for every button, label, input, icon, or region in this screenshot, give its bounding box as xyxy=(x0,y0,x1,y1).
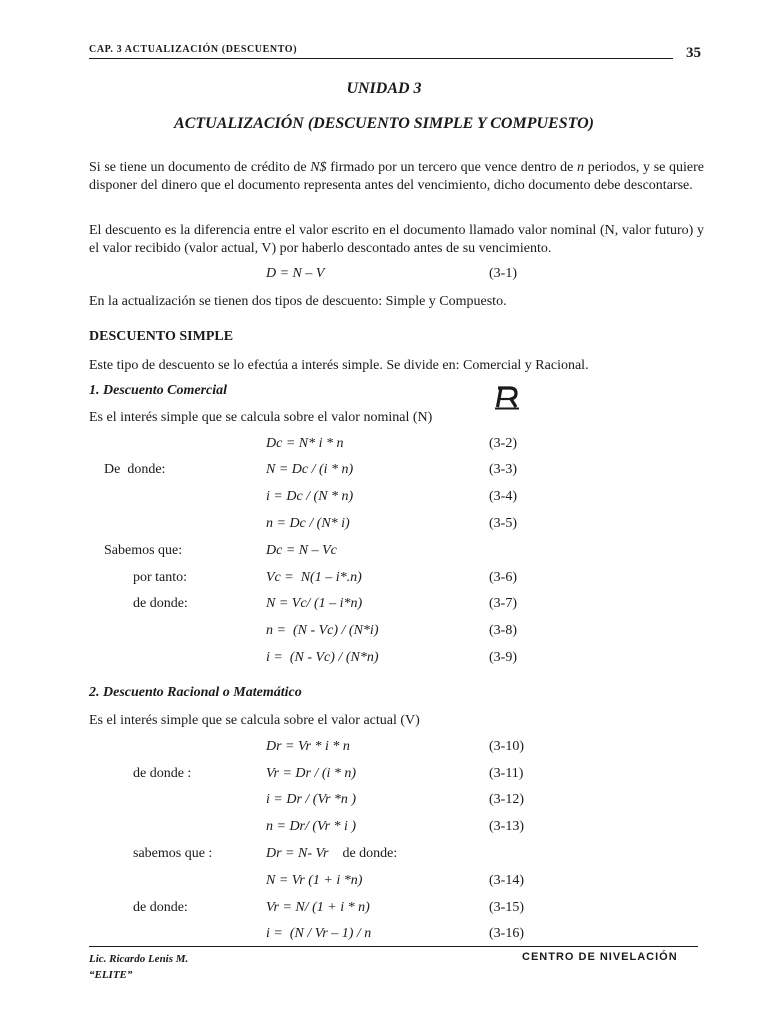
formula: N = Dc / (i * n) xyxy=(266,462,354,477)
formula-number: (3-9) xyxy=(489,650,517,665)
subsection-heading-comercial: 1. Descuento Comercial xyxy=(89,383,228,398)
formula: i = (N / Vr – 1) / n xyxy=(266,926,372,941)
intro-paragraph-1: Si se tiene un documento de crédito de N$ firmado por un tercero que vence dentro de n periodos, y se quiere disponer del dinero que el documento representa antes del vencimiento, dicho documento debe descontarse. xyxy=(89,160,704,193)
r-logo-icon xyxy=(494,384,520,410)
section-heading-simple: DESCUENTO SIMPLE xyxy=(89,329,234,344)
formula-row xyxy=(0,596,768,614)
formula-row xyxy=(0,873,768,891)
unit-title: UNIDAD 3 xyxy=(346,80,422,97)
formula: i = (N - Vc) / (N*n) xyxy=(266,650,379,665)
formula: i = Dr / (Vr *n ) xyxy=(266,792,357,807)
footer-author-block xyxy=(89,951,188,983)
formula-row xyxy=(0,623,768,641)
formula-label: de donde: xyxy=(133,900,188,915)
formula: n = (N - Vc) / (N*i) xyxy=(266,623,379,638)
formula: Vc = N(1 – i*.n) xyxy=(266,570,362,585)
formula-row xyxy=(0,846,768,864)
formula: Dc = N – Vc xyxy=(266,543,337,558)
formula-row xyxy=(0,650,768,668)
formula-number: (3-10) xyxy=(489,739,524,754)
formula-row xyxy=(0,766,768,784)
formula-label: de donde : xyxy=(133,766,192,781)
formula-row xyxy=(0,266,768,284)
formula-number: (3-4) xyxy=(489,489,517,504)
formula-number: (3-14) xyxy=(489,873,524,888)
formula-number: (3-2) xyxy=(489,436,517,451)
footer-author: Lic. Ricardo Lenis M. xyxy=(89,953,189,965)
formula: Vr = N/ (1 + i * n) xyxy=(266,900,370,915)
formula: i = Dc / (N * n) xyxy=(266,489,354,504)
formula-number: (3-12) xyxy=(489,792,524,807)
formula-row xyxy=(0,516,768,534)
formula-number: (3-1) xyxy=(489,266,517,281)
formula-number: (3-3) xyxy=(489,462,517,477)
formula-row xyxy=(0,900,768,918)
subsection-heading-racional: 2. Descuento Racional o Matemático xyxy=(89,685,302,700)
formula: D = N – V xyxy=(266,266,325,281)
page-number: 35 xyxy=(686,45,701,61)
footer-center: CENTRO DE NIVELACIÓN xyxy=(522,951,678,963)
formula-label: sabemos que : xyxy=(133,846,213,861)
formula: N = Vc/ (1 – i*n) xyxy=(266,596,363,611)
formula-row xyxy=(0,819,768,837)
chapter-header: CAP. 3 ACTUALIZACIÓN (DESCUENTO) xyxy=(89,44,298,55)
formula-row xyxy=(0,570,768,588)
footer-institution: “ELITE” xyxy=(89,969,133,981)
formula: n = Dc / (N* i) xyxy=(266,516,350,531)
formula: Dc = N* i * n xyxy=(266,436,344,451)
header-divider xyxy=(89,58,673,59)
formula-number: (3-7) xyxy=(489,596,517,611)
formula-label: por tanto: xyxy=(133,570,188,585)
formula: Dr = N- Vr de donde: xyxy=(266,846,398,861)
formula-row xyxy=(0,926,768,944)
formula-number: (3-6) xyxy=(489,570,517,585)
comercial-definition: Es el interés simple que se calcula sobre el valor nominal (N) xyxy=(89,410,433,425)
formula-row xyxy=(0,462,768,480)
formula-number: (3-15) xyxy=(489,900,524,915)
footer-divider xyxy=(89,946,698,947)
formula: Dr = Vr * i * n xyxy=(266,739,350,754)
formula: Vr = Dr / (i * n) xyxy=(266,766,357,781)
formula-number: (3-5) xyxy=(489,516,517,531)
formula-number: (3-13) xyxy=(489,819,524,834)
intro-paragraph-2: El descuento es la diferencia entre el valor escrito en el documento llamado valor nominal (N, valor futuro) y el valor recibido (valor actual, V) por haberlo descontado antes de su vencimiento. xyxy=(89,223,704,256)
formula: N = Vr (1 + i *n) xyxy=(266,873,363,888)
formula-label: de donde: xyxy=(133,596,188,611)
formula-row xyxy=(0,436,768,454)
formula-label: De donde: xyxy=(104,462,166,477)
formula-row xyxy=(0,739,768,757)
main-title: ACTUALIZACIÓN (DESCUENTO SIMPLE Y COMPUESTO) xyxy=(174,115,594,132)
formula: n = Dr/ (Vr * i ) xyxy=(266,819,357,834)
formula-row xyxy=(0,489,768,507)
formula-number: (3-16) xyxy=(489,926,524,941)
formula-number: (3-11) xyxy=(489,766,524,781)
formula-row xyxy=(0,792,768,810)
intro-paragraph-3: En la actualización se tienen dos tipos de descuento: Simple y Compuesto. xyxy=(89,294,507,309)
racional-definition: Es el interés simple que se calcula sobre el valor actual (V) xyxy=(89,713,420,728)
formula-row xyxy=(0,543,768,561)
simple-intro: Este tipo de descuento se lo efectúa a interés simple. Se divide en: Comercial y Racional. xyxy=(89,358,589,373)
formula-number: (3-8) xyxy=(489,623,517,638)
formula-label: Sabemos que: xyxy=(104,543,183,558)
